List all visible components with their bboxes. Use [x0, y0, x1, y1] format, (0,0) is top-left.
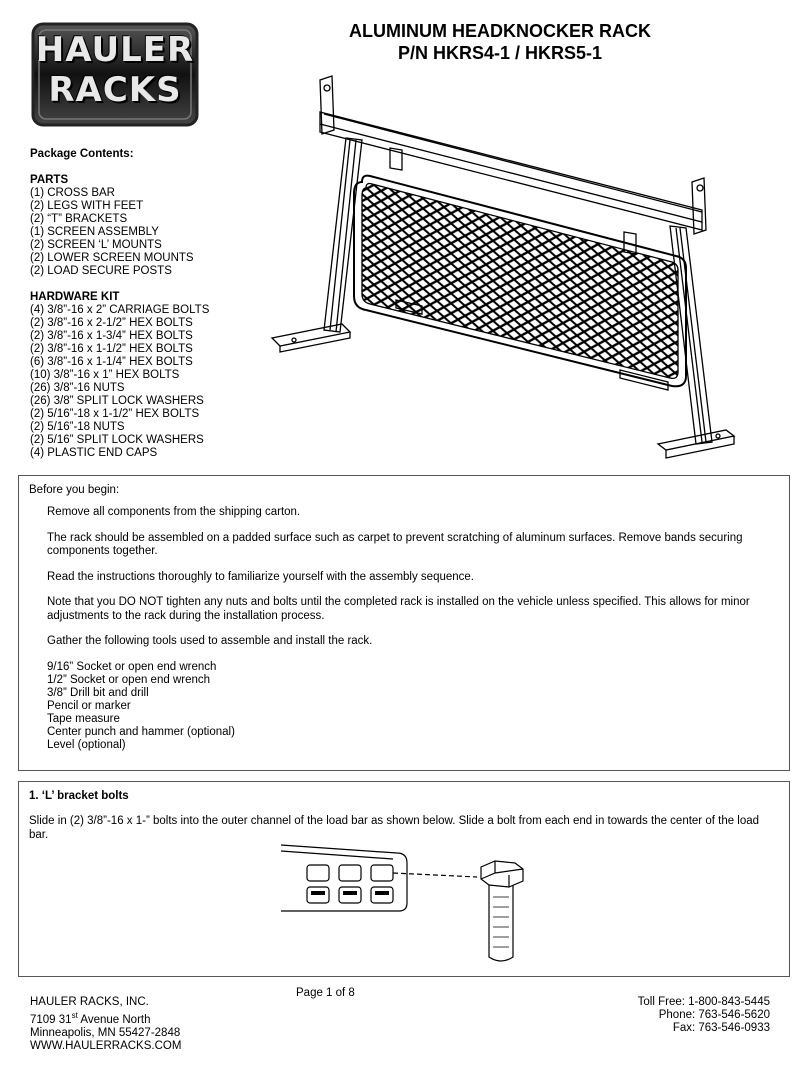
page-number: Page 1 of 8: [296, 987, 355, 999]
bolt-channel-illustration: [277, 837, 537, 967]
hardware-item: (2) 5/16”-18 NUTS: [30, 421, 125, 433]
tool-item: 3/8” Drill bit and drill: [47, 686, 149, 699]
hardware-heading: HARDWARE KIT: [30, 291, 120, 303]
part-item: (2) LOWER SCREEN MOUNTS: [30, 252, 194, 264]
tool-item: 9/16” Socket or open end wrench: [47, 660, 217, 673]
footer-contact: [638, 996, 770, 1035]
step-1-text: Slide in (2) 3/8”-16 x 1-” bolts into the outer channel of the load bar as shown below. Slide a bolt from each end in towards the center of the load bar.: [29, 815, 760, 841]
footer-address: [30, 996, 181, 1053]
hardware-item: (6) 3/8”-16 x 1-1/4” HEX BOLTS: [30, 356, 193, 368]
instruction-paragraph: The rack should be assembled on a padded surface such as carpet to prevent scratching of aluminum surfaces. Remove bands securing components together.: [47, 531, 743, 557]
part-item: (2) LEGS WITH FEET: [30, 200, 144, 212]
fax-number: Fax: 763-546-0933: [672, 1022, 770, 1034]
tools-list: [47, 661, 767, 752]
instruction-paragraph: Read the instructions thoroughly to familiarize yourself with the assembly sequence.: [47, 570, 474, 583]
tool-item: Level (optional): [47, 738, 126, 751]
part-item: (2) “T” BRACKETS: [30, 213, 128, 225]
page-title: [300, 20, 700, 64]
step-1-section: [18, 781, 790, 977]
company-logo: [31, 22, 199, 127]
logo-text: HAULER RACKS: [35, 30, 195, 110]
street-address: 7109 31st Avenue North: [30, 1011, 151, 1026]
hardware-item: (10) 3/8”-16 x 1” HEX BOLTS: [30, 369, 180, 381]
part-item: (1) SCREEN ASSEMBLY: [30, 226, 159, 238]
part-item: (2) LOAD SECURE POSTS: [30, 265, 172, 277]
toll-free-number: Toll Free: 1-800-843-5445: [637, 996, 770, 1008]
package-contents: [30, 148, 300, 460]
before-paragraphs: [47, 506, 767, 649]
hardware-item: (26) 3/8” SPLIT LOCK WASHERS: [30, 395, 204, 407]
step-1-label: 1. ‘L’ bracket bolts: [29, 790, 129, 802]
title-line-1: ALUMINUM HEADKNOCKER RACK: [349, 21, 651, 41]
hardware-item: (4) 3/8”-16 x 2” CARRIAGE BOLTS: [30, 304, 210, 316]
part-item: (1) CROSS BAR: [30, 187, 115, 199]
phone-number: Phone: 763-546-5620: [658, 1009, 770, 1021]
hardware-item: (26) 3/8”-16 NUTS: [30, 382, 125, 394]
website-link[interactable]: WWW.HAULERRACKS.COM: [30, 1039, 182, 1052]
parts-heading: PARTS: [30, 174, 69, 186]
part-item: (2) SCREEN ‘L’ MOUNTS: [30, 239, 162, 251]
hardware-list: [30, 304, 300, 460]
tool-item: 1/2” Socket or open end wrench: [47, 673, 211, 686]
before-you-begin-section: [18, 475, 790, 771]
company-name: HAULER RACKS, INC.: [30, 996, 149, 1008]
city-state-zip: Minneapolis, MN 55427-2848: [30, 1026, 181, 1039]
before-label: Before you begin:: [29, 484, 120, 496]
hardware-item: (2) 3/8”-16 x 1-1/2” HEX BOLTS: [30, 343, 193, 355]
rack-illustration: [262, 70, 742, 465]
hardware-item: (2) 5/16” SPLIT LOCK WASHERS: [30, 434, 204, 446]
instruction-paragraph: Gather the following tools used to assemble and install the rack.: [47, 635, 373, 647]
instruction-paragraph: Remove all components from the shipping carton.: [47, 506, 301, 518]
parts-list: [30, 187, 300, 278]
hardware-item: (2) 3/8”-16 x 1-3/4” HEX BOLTS: [30, 330, 193, 342]
tool-item: Center punch and hammer (optional): [47, 725, 235, 738]
hardware-item: (2) 5/16”-18 x 1-1/2” HEX BOLTS: [30, 408, 200, 420]
hardware-item: (2) 3/8”-16 x 2-1/2” HEX BOLTS: [30, 317, 193, 329]
tool-item: Tape measure: [47, 712, 120, 725]
tool-item: Pencil or marker: [47, 699, 131, 712]
title-part-number: P/N HKRS4-1 / HKRS5-1: [397, 43, 603, 63]
instruction-paragraph: Note that you DO NOT tighten any nuts and bolts until the completed rack is installed on the vehicle unless specified. This allows for minor adjustments to the rack during the installation process.: [47, 596, 750, 622]
package-heading: Package Contents:: [30, 148, 134, 160]
hardware-item: (4) PLASTIC END CAPS: [30, 447, 158, 459]
